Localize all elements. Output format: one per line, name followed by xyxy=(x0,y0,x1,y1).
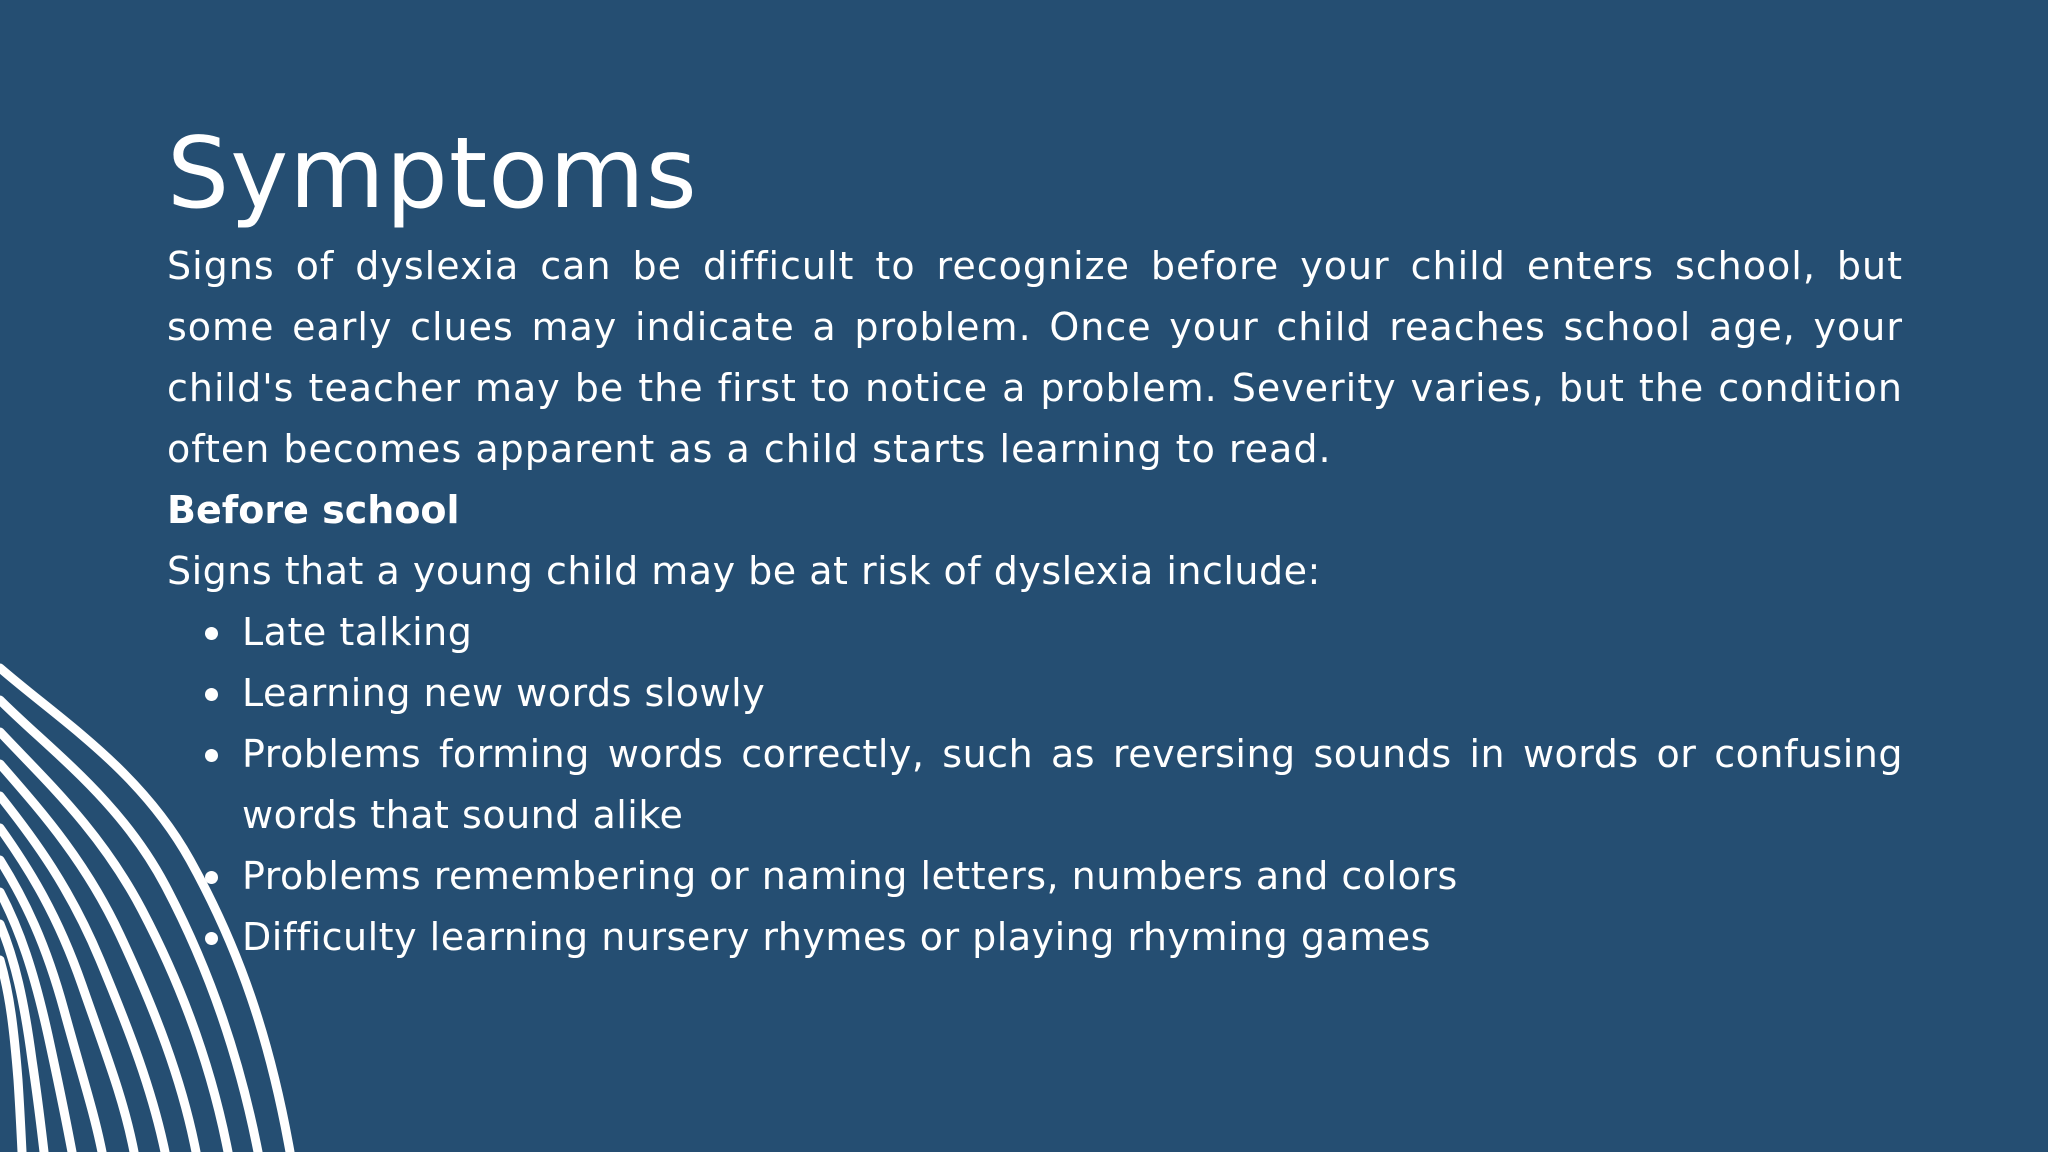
list-item xyxy=(167,846,1903,907)
bullet-icon xyxy=(205,627,218,640)
slide-content xyxy=(167,118,1903,968)
list-item-text: Learning new words slowly xyxy=(242,671,766,715)
slide-title: Symptoms xyxy=(167,117,698,231)
list-item-text: Problems forming words correctly, such as reversing sounds in words or confusing words that sound alike xyxy=(242,732,1903,837)
list-item xyxy=(167,602,1903,663)
list-item-text: Difficulty learning nursery rhymes or playing rhyming games xyxy=(242,915,1431,959)
list-intro: Signs that a young child may be at risk of dyslexia include: xyxy=(167,549,1321,593)
bullet-icon xyxy=(205,932,218,945)
list-item xyxy=(167,663,1903,724)
list-item xyxy=(167,724,1903,846)
symptom-list xyxy=(167,602,1903,968)
list-item xyxy=(167,907,1903,968)
bullet-icon xyxy=(205,871,218,884)
list-item-text: Late talking xyxy=(242,610,473,654)
list-item-text: Problems remembering or naming letters, numbers and colors xyxy=(242,854,1458,898)
section-subheading: Before school xyxy=(167,488,460,532)
bullet-icon xyxy=(205,749,218,762)
bullet-icon xyxy=(205,688,218,701)
intro-paragraph: Signs of dyslexia can be difficult to recognize before your child enters school, but some early clues may indicate a problem. Once your child reaches school age, your child's teacher may be the first to notice a problem. Severity varies, but the condition often becomes apparent as a child starts learning to read. xyxy=(167,244,1903,471)
